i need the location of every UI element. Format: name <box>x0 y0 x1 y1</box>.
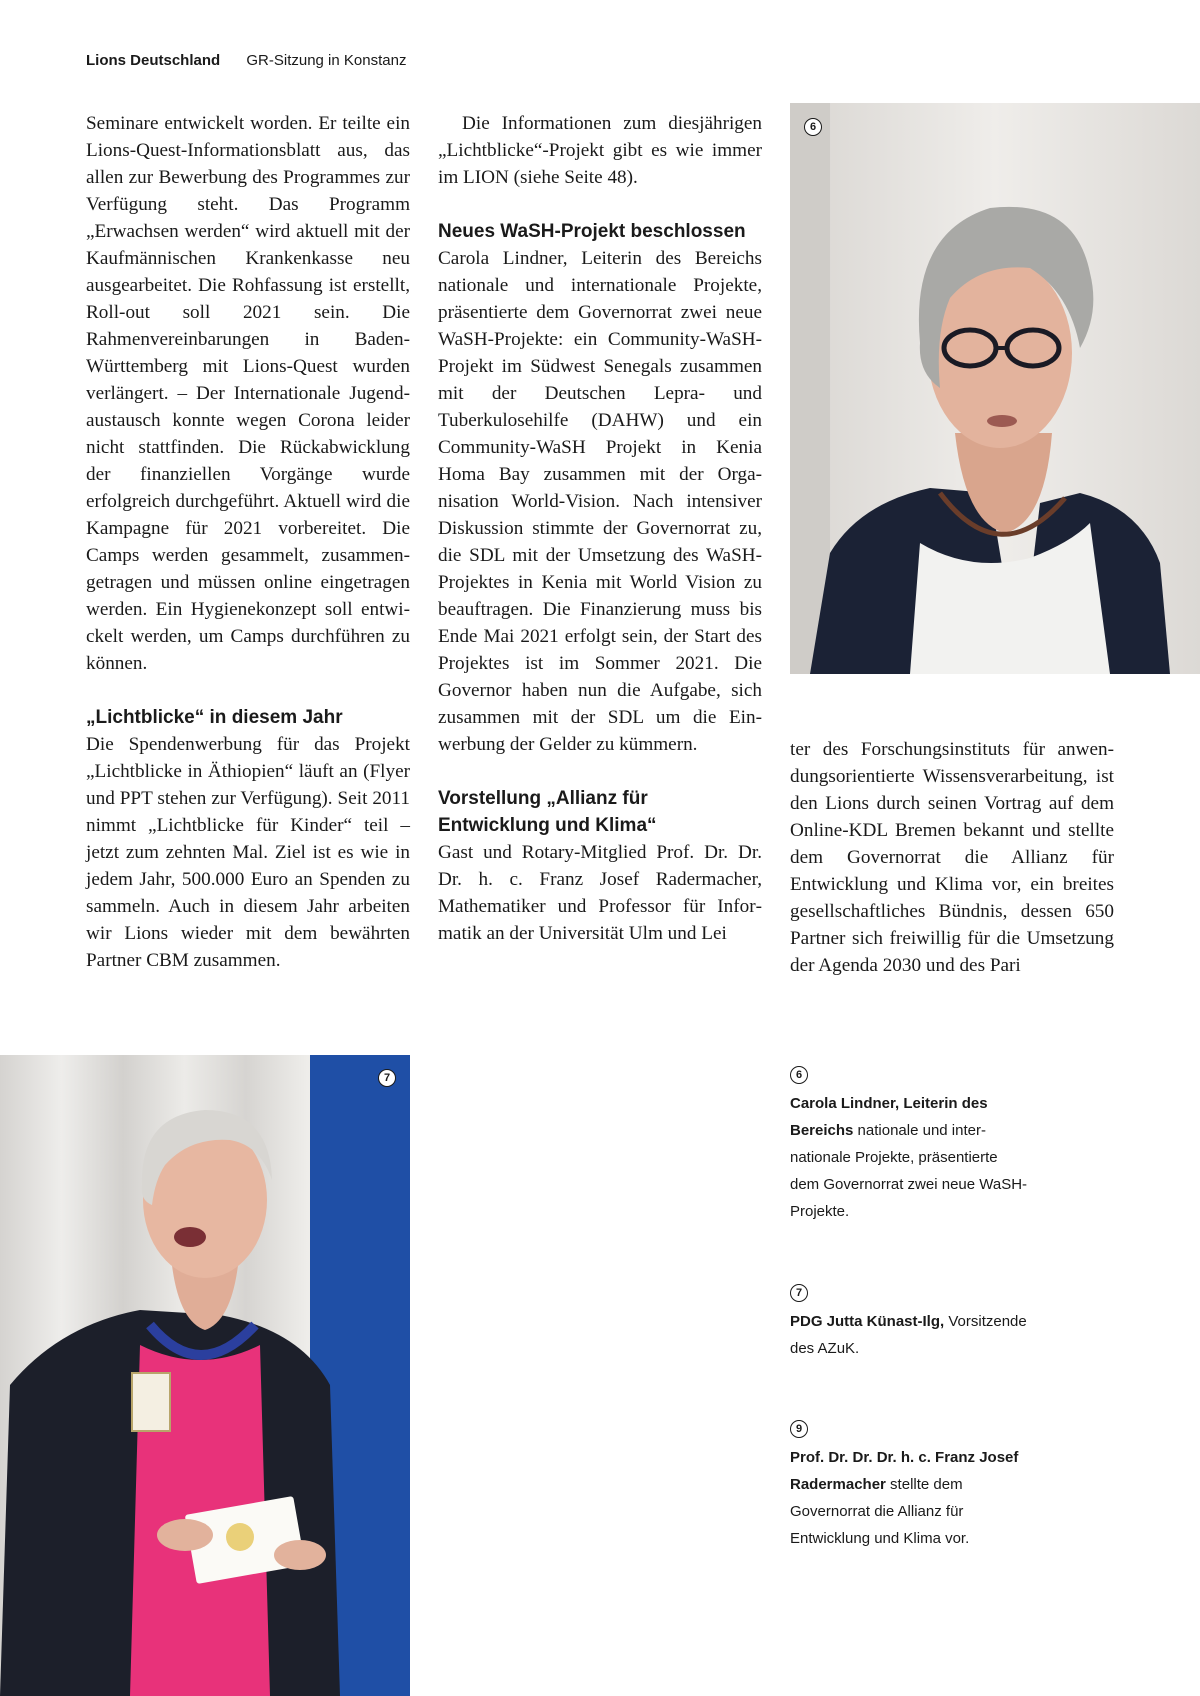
photo-number-badge: 7 <box>378 1069 396 1087</box>
photo-carola-lindner <box>790 103 1200 674</box>
portrait-illustration <box>790 103 1200 674</box>
section-title: GR-Sitzung in Konstanz <box>246 52 407 69</box>
caption-text: Vorsitzende des AZuK. <box>790 1313 1027 1357</box>
subheading-lichtblicke: „Lichtblicke“ in diesem Jahr <box>86 707 343 728</box>
body-paragraph: Gast und Rotary-Mitglied Prof. Dr. Dr. Dr. h. c. Franz Josef Radermacher, Mathematiker und Professor für Informatik an der Universität Ulm und Lei <box>438 842 762 944</box>
running-header <box>86 52 406 69</box>
caption-number-badge: 9 <box>790 1420 808 1438</box>
caption-text: stellte dem Governorrat die Allianz für Entwicklung und Klima vor. <box>790 1476 970 1547</box>
photo-number-badge: 6 <box>804 118 822 136</box>
body-paragraph: Die Spendenwerbung für das Projekt „Lichtblicke in Äthiopien“ läuft an (Flyer und PPT stehen zur Verfügung). Seit 2011 nimmt „Lichtblicke für Kinder“ teil – jetzt zum zehnten Mal. Ziel ist es wie in jedem Jahr, 500.000 Euro an Spenden zu sammeln. Auch in diesem Jahr arbeiten wir Lions wieder mit dem bewährten Partner CBM zusammen. <box>86 734 410 971</box>
publication-name: Lions Deutschland <box>86 52 221 69</box>
portrait-illustration <box>0 1055 410 1696</box>
caption-9 <box>790 1420 1030 1552</box>
article-column-3 <box>790 736 1114 979</box>
caption-6 <box>790 1066 1030 1225</box>
caption-number-badge: 6 <box>790 1066 808 1084</box>
body-paragraph: ter des Forschungsinstituts für anwendungsorientierte Wissensverarbeitung, ist den Lions durch seinen Vortrag auf dem Online-KDL Bremen bekannt und stellte dem Governorrat die Allianz für Entwicklung und Klima vor, ein breites gesellschaftliches Bündnis, dessen 650 Partner sich freiwillig für die Umsetzung der Agenda 2030 und des Pari <box>790 739 1114 976</box>
body-paragraph: Die Informationen zum diesjährigen „Lichtblicke“-Projekt gibt es wie immer im LION (siehe Seite 48). <box>438 113 762 188</box>
body-paragraph: Carola Lindner, Leiterin des Bereichs nationale und internationale Projekte, präsentierte dem Governorrat zwei neue WaSH-Projekte: ein Community-WaSH-Projekt im Südwest Senegals zusammen mit der Deutschen Lepra- und Tuberkulosehilfe (DAHW) und ein Community-WaSH Projekt in Kenia Homa Bay zusammen mit der Organisation World-Vision. Nach intensiver Diskussion stimmte der Governorrat zu, die SDL mit der Umsetzung des WaSH-Projektes in Kenia mit World Vision zu beauftragen. Die Finanzierung muss bis Ende Mai 2021 erfolgt sein, der Start des Projektes ist im Sommer 2021. Die Governor haben nun die Aufgabe, sich zusammen mit der SDL um die Einwerbung der Gelder zu kümmern. <box>438 248 762 755</box>
caption-7 <box>790 1284 1030 1362</box>
subheading-wash-projekt: Neues WaSH-Projekt beschlossen <box>438 221 746 242</box>
caption-bold: PDG Jutta Künast-Ilg, <box>790 1313 945 1330</box>
subheading-allianz: Vorstellung „Allianz für Entwicklung und Klima“ <box>438 788 657 836</box>
caption-bold: Prof. Dr. Dr. Dr. h. c. Franz Josef Radermacher <box>790 1449 1019 1493</box>
article-column-2 <box>438 110 762 947</box>
article-column-1 <box>86 110 410 974</box>
caption-number-badge: 7 <box>790 1284 808 1302</box>
body-paragraph: Seminare entwickelt worden. Er teilte ein Lions-Quest-Informationsblatt aus, das allen zur Bewerbung des Programmes zur Verfügung steht. Das Programm „Erwachsen werden“ wird aktuell mit der Kaufmännischen Krankenkasse neu ausgearbeitet. Die Rohfassung ist erstellt, Roll-out soll 2021 sein. Die Rahmenvereinbarungen in Baden-Württemberg mit Lions-Quest wurden verlängert. – Der Internationale Jugendaustausch konnte wegen Corona leider nicht stattfinden. Die Rückabwicklung der finanziellen Vorgänge wurde erfolgreich durchgeführt. Aktuell wird die Kampagne für 2021 vorbereitet. Die Camps werden gesammelt, zusammengetragen und müssen online eingetragen werden. Ein Hygienekonzept soll entwickelt werden, um Camps durchführen zu können. <box>86 113 410 674</box>
photo-jutta-kuenast-ilg <box>0 1055 410 1696</box>
caption-bold: Carola Lindner, Leiterin des Bereichs <box>790 1095 988 1139</box>
caption-text: nationale und internationale Projekte, präsentierte dem Governorrat zwei neue WaSH-Projekte. <box>790 1122 1028 1220</box>
